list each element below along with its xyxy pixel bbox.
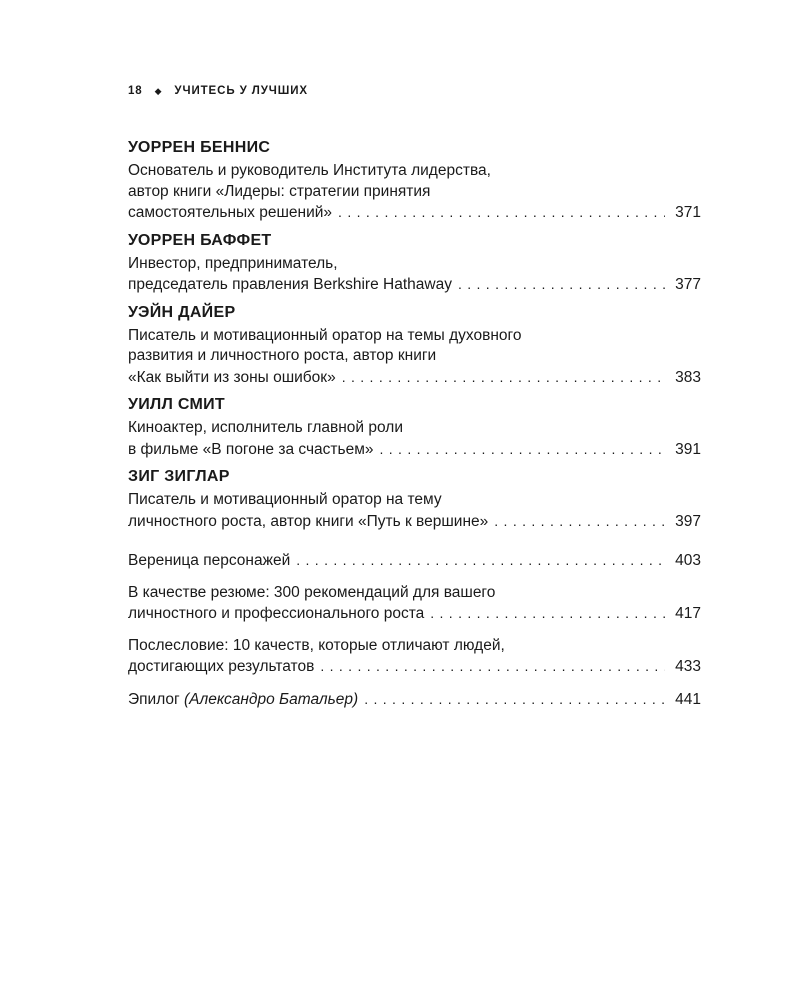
table-of-contents	[128, 137, 701, 721]
page-ref: 403	[675, 552, 701, 569]
running-head	[128, 85, 308, 97]
entry-description-line: самостоятельных решений»	[128, 204, 333, 221]
toc-entry-summary[interactable]	[128, 583, 701, 625]
entry-name: УОРРЕН БАФФЕТ	[128, 231, 272, 249]
page-ref: 391	[675, 440, 701, 458]
toc-entry-ziglar[interactable]	[128, 466, 701, 532]
entry-name: ЗИГ ЗИГЛАР	[128, 468, 230, 485]
entry-last-line	[128, 367, 701, 389]
toc-entry-characters[interactable]	[128, 550, 701, 572]
entry-name: УОРРЕН БЕННИС	[128, 139, 271, 156]
toc-entry-smith[interactable]	[128, 394, 701, 460]
entry-description-line: автор книги «Лидеры: стратегии принятия	[128, 182, 431, 200]
entry-description-line: в фильме «В погоне за счастьем»	[128, 440, 374, 458]
entry-title-plain: Эпилог	[128, 690, 180, 708]
entry-name: УИЛЛ СМИТ	[128, 396, 225, 413]
entry-description-line: Основатель и руководитель Института лидерства,	[128, 162, 491, 179]
running-title: УЧИТЕСЬ У ЛУЧШИХ	[174, 85, 308, 97]
entry-description-line: Писатель и мотивационный оратор на тему	[128, 491, 442, 508]
entry-description-line: «Как выйти из зоны ошибок»	[128, 368, 336, 386]
entry-last-line	[128, 274, 701, 296]
dot-leader	[430, 603, 665, 624]
entry-description-line: развития и личностного роста, автор книги	[128, 347, 437, 364]
dot-leader	[342, 367, 665, 388]
entry-last-line	[128, 603, 701, 625]
page-number: 18	[128, 85, 143, 97]
entry-last-line	[128, 511, 701, 533]
page-ref: 397	[675, 512, 701, 530]
entry-description-line: Инвестор, предприниматель,	[128, 254, 338, 272]
entry-last-line	[128, 689, 701, 711]
dot-leader	[494, 511, 665, 532]
toc-entry-bennis[interactable]	[128, 137, 701, 224]
page-ref: 377	[675, 276, 701, 293]
entry-description-line: Киноактер, исполнитель главной роли	[128, 419, 403, 436]
entry-description-line: личностного роста, автор книги «Путь к вершине»	[128, 512, 489, 530]
dot-leader	[379, 439, 665, 460]
entry-last-line	[128, 439, 701, 461]
page-ref: 417	[675, 605, 701, 622]
entry-title-line: Послесловие: 10 качеств, которые отличают людей,	[128, 636, 505, 654]
entry-title: личностного и профессионального роста	[128, 605, 425, 622]
entry-description-line: Писатель и мотивационный оратор на темы духовного	[128, 326, 522, 344]
entry-last-line	[128, 656, 701, 678]
page-ref: 433	[675, 658, 701, 675]
page-ref: 371	[675, 204, 701, 221]
dot-leader	[364, 689, 665, 710]
dot-leader	[338, 202, 665, 223]
entry-title-author: (Александро Батальер)	[184, 690, 359, 708]
toc-entry-buffett[interactable]	[128, 230, 701, 296]
entry-title	[128, 690, 358, 711]
dot-leader	[296, 550, 665, 571]
entry-title: Вереница персонажей	[128, 552, 291, 569]
toc-entry-dyer[interactable]	[128, 302, 701, 389]
dot-leader	[320, 656, 665, 677]
entry-name: УЭЙН ДАЙЕР	[128, 303, 236, 321]
page-ref: 383	[675, 368, 701, 386]
page-ref: 441	[675, 690, 701, 708]
entry-title-line: В качестве резюме: 300 рекомендаций для вашего	[128, 583, 496, 601]
entry-last-line	[128, 550, 701, 572]
dot-leader	[458, 274, 665, 295]
toc-entry-afterword[interactable]	[128, 636, 701, 678]
entry-last-line	[128, 202, 701, 224]
toc-entry-epilogue[interactable]	[128, 689, 701, 711]
entry-title: достигающих результатов	[128, 658, 315, 675]
entry-description-line: председатель правления Berkshire Hathaway	[128, 276, 452, 293]
diamond-separator-icon: ◆	[154, 85, 163, 96]
